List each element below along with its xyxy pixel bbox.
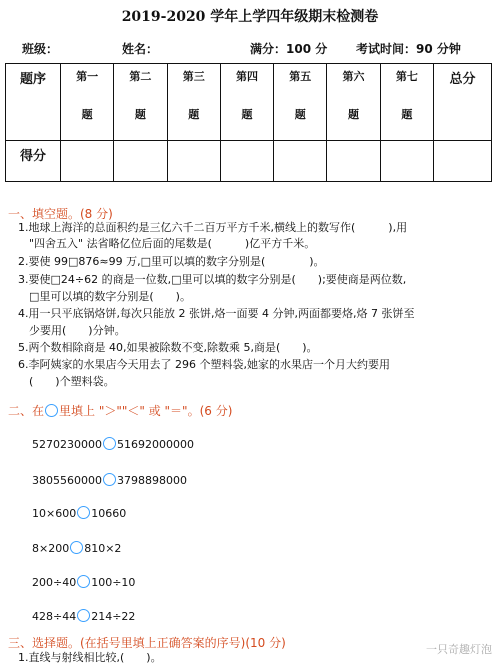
score-cell[interactable]	[434, 141, 492, 182]
compare-item: 5270230000 51692000000	[32, 438, 194, 451]
exam-title: 2019-2020 学年上学四年级期末检测卷	[121, 9, 379, 25]
section1-line: 3.要使□24÷62 的商是一位数,□里可以填的数字分别是( );要使商是两位数,	[18, 273, 407, 286]
score-table-score-row	[6, 141, 492, 182]
exam-time-label: 考试时间：90 分钟	[356, 42, 461, 56]
full-score-label: 满分：100 分	[250, 42, 328, 56]
score-cell[interactable]	[114, 141, 167, 182]
header-total: 总分	[434, 64, 492, 141]
section1-line: 4.用一只平底锅烙饼,每次只能放 2 张饼,烙一面要 4 分钟,两面都要烙,烙 7 张饼至	[18, 307, 415, 320]
header-question-order: 题序	[6, 64, 61, 141]
watermark: 一只奇趣灯泡	[426, 643, 492, 656]
section1-line: □里可以填的数字分别是( )。	[18, 290, 191, 303]
section1-line: 少要用( )分钟。	[18, 324, 126, 337]
score-cell[interactable]	[220, 141, 273, 182]
answer-circle-icon[interactable]	[77, 609, 90, 622]
score-label: 得分	[6, 141, 61, 182]
header-col-7: 第七 题	[380, 64, 433, 141]
compare-item: 3805560000 3798898000	[32, 474, 187, 487]
section1-line: 6.李阿姨家的水果店今天用去了 296 个塑料袋,她家的水果店一个月大约要用	[18, 358, 390, 371]
answer-circle-icon[interactable]	[103, 437, 116, 450]
header-col-6: 第六 题	[327, 64, 380, 141]
answer-circle-icon[interactable]	[77, 506, 90, 519]
compare-item: 8×200 810×2	[32, 542, 122, 555]
class-label: 班级：	[22, 42, 59, 56]
score-cell[interactable]	[327, 141, 380, 182]
name-label: 姓名：	[122, 42, 159, 56]
answer-circle-icon[interactable]	[77, 575, 90, 588]
header-col-1: 第一 题	[61, 64, 114, 141]
score-table-header	[6, 64, 492, 141]
section2-heading: 二、在 里填上 "＞""＜" 或 "＝"。(6 分)	[8, 404, 233, 418]
score-table	[5, 63, 492, 182]
score-cell[interactable]	[61, 141, 114, 182]
section1-line: "四舍五入" 法省略亿位后面的尾数是( )亿平方千米。	[18, 237, 316, 250]
header-col-5: 第五 题	[274, 64, 327, 141]
answer-circle-icon[interactable]	[70, 541, 83, 554]
score-cell[interactable]	[274, 141, 327, 182]
section1-heading: 一、填空题。(8 分)	[8, 207, 113, 221]
score-cell[interactable]	[167, 141, 220, 182]
answer-circle-icon[interactable]	[103, 473, 116, 486]
header-col-2: 第二 题	[114, 64, 167, 141]
header-col-4: 第四 题	[220, 64, 273, 141]
section3-line: 1.直线与射线相比较,( )。	[18, 651, 162, 664]
section3-heading: 三、选择题。(在括号里填上正确答案的序号)(10 分)	[8, 636, 286, 650]
answer-circle-icon	[45, 404, 58, 417]
score-cell[interactable]	[380, 141, 433, 182]
section1-line: ( )个塑料袋。	[18, 375, 115, 388]
compare-item: 428÷44 214÷22	[32, 610, 136, 623]
section1-line: 1.地球上海洋的总面积约是三亿六千二百万平方千米,横线上的数写作( ),用	[18, 221, 408, 234]
compare-item: 200÷40 100÷10	[32, 576, 136, 589]
section1-line: 2.要使 99□876≈99 万,□里可以填的数字分别是( )。	[18, 255, 325, 268]
section1-line: 5.两个数相除商是 40,如果被除数不变,除数乘 5,商是( )。	[18, 341, 318, 354]
compare-item: 10×600 10660	[32, 507, 127, 520]
header-col-3: 第三 题	[167, 64, 220, 141]
